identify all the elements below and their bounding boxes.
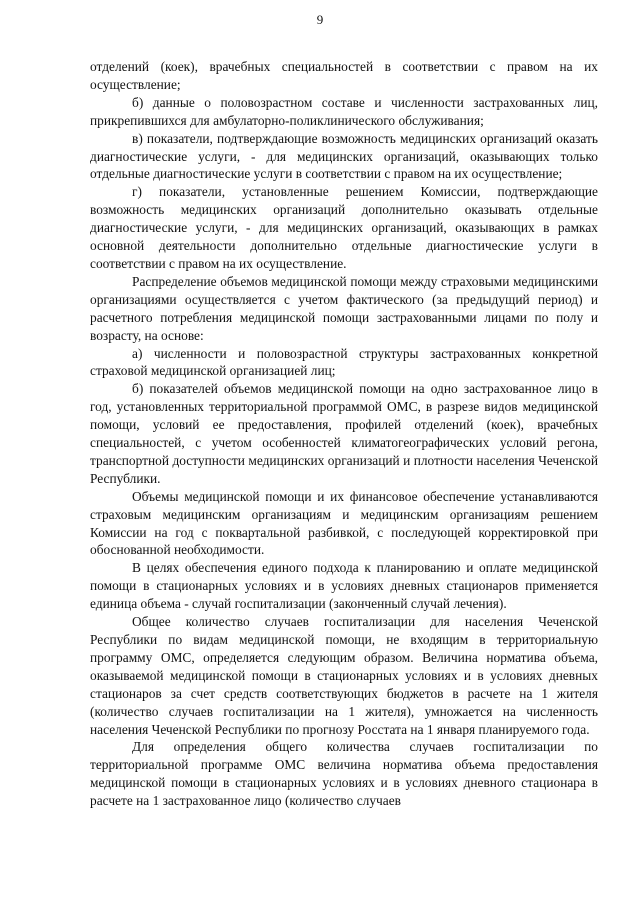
paragraph-item-v-diagnostic: в) показатели, подтверждающие возможность медицинских организаций оказать диагностические услуги, - для медицинских организаций, оказывающих только отдельные диагностические услуги в соответствии с правом на их осуществление; xyxy=(90,130,598,182)
paragraph-unified-approach: В целях обеспечения единого подхода к планированию и оплате медицинской помощи в стационарных условиях и в условиях дневных стационаров применяется единица объема - случай госпитализации (законченный случай лечения). xyxy=(90,560,598,612)
paragraph-continuation: отделений (коек), врачебных специальностей в соответствии с правом на их осуществление; xyxy=(90,59,598,92)
paragraph-oms-determination: Для определения общего количества случаев госпитализации по территориальной программе ОМС величина норматива объема предоставления медицинской помощи в стационарных условиях и в условиях дневного стационара в расчете на 1 застрахованное лицо (количество случаев xyxy=(90,739,598,809)
paragraph-item-g-commission: г) показатели, установленные решением Комиссии, подтверждающие возможность медицинских организаций дополнительно оказывать отдельные диагностические услуги, - для медицинских организаций, оказывающих в рамках основной деятельности дополнительно отдельные диагностические услуги в соответствии с правом на их осуществление. xyxy=(90,184,598,271)
paragraph-item-a-numbers: а) численности и половозрастной структуры застрахованных конкретной страховой медицинской организацией лиц; xyxy=(90,345,598,379)
document-body xyxy=(90,58,598,810)
paragraph-item-b-demographics: б) данные о половозрастном составе и численности застрахованных лиц, прикрепившихся для амбулаторно-поликлинического обслуживания; xyxy=(90,94,598,128)
page-number: 9 xyxy=(316,12,324,27)
paragraph-item-b-indicators: б) показателей объемов медицинской помощи на одно застрахованное лицо в год, установленных территориальной программой ОМС, в разрезе видов медицинской помощи, условий ее предоставления, профилей отделений (коек), врачебных специальностей, с учетом особенностей климатогеографических условий регона, транспортной доступности медицинских организаций и плотности населения Чеченской Республики. xyxy=(90,381,598,486)
paragraph-distribution: Распределение объемов медицинской помощи между страховыми медицинскими организациями осуществляется с учетом фактического (за предыдущий период) и расчетного потребления медицинской помощи застрахованными лицами по полу и возрасту, на основе: xyxy=(90,273,598,343)
paragraph-hospitalization-total: Общее количество случаев госпитализации для населения Чеченской Республики по видам медицинской помощи, не входящим в территориальную программу ОМС, определяется следующим образом. Величина норматива объема, оказываемой медицинской помощи в стационарных условиях и в условиях дневных стационаров за счет средств соответствующих бюджетов в расчете на 1 жителя (количество случаев госпитализации на 1 жителя), умножается на численность населения Чеченской Республики по прогнозу Росстата на 1 января планируемого года. xyxy=(90,614,598,737)
paragraph-volumes: Объемы медицинской помощи и их финансовое обеспечение устанавливаются страховым медицинским организациям и медицинским организациям решением Комиссии на год с поквартальной разбивкой, с последующей корректировкой при обоснованной необходимости. xyxy=(90,488,598,558)
